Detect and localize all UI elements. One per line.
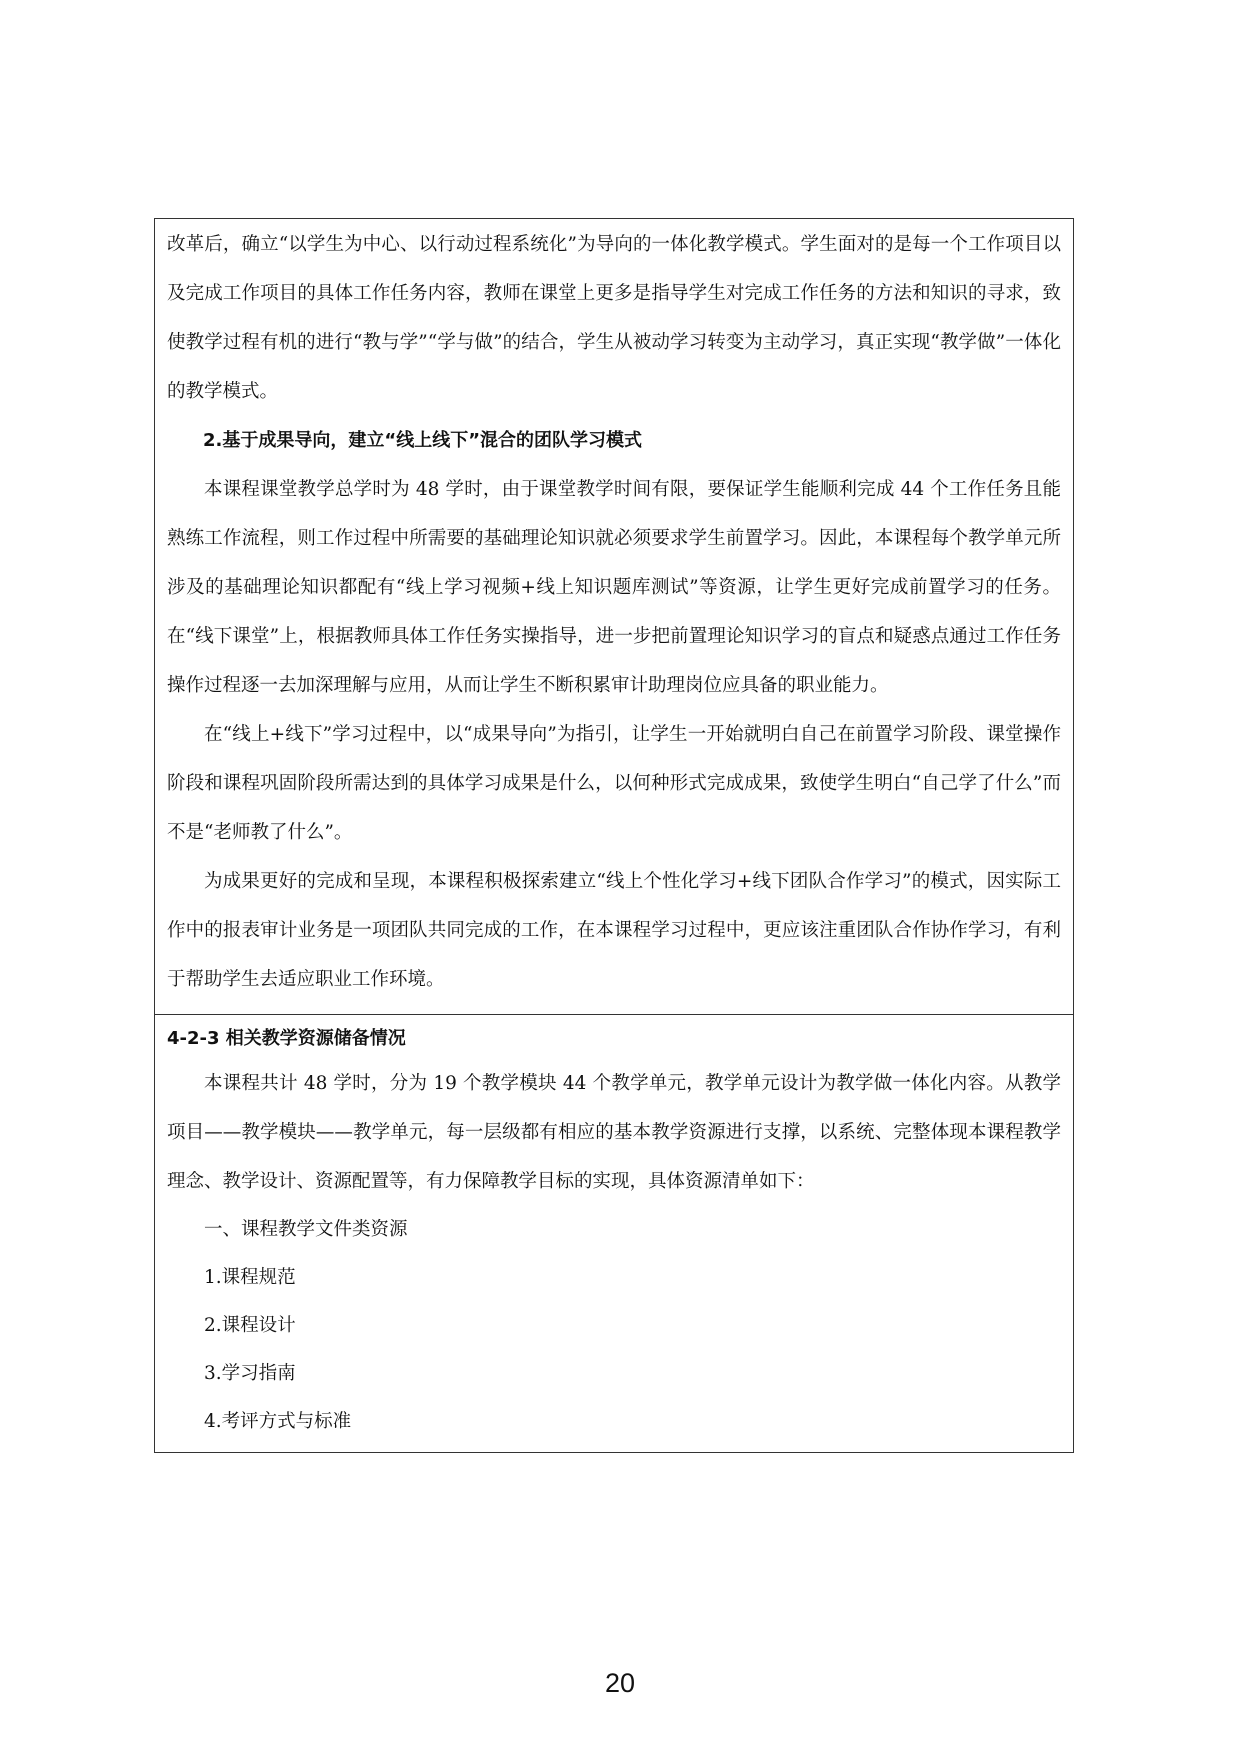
list-item: 3.学习指南 (204, 1363, 296, 1384)
section-title: 4-2-3 相关教学资源储备情况 (167, 1028, 406, 1049)
list-item: 1.课程规范 (204, 1267, 296, 1288)
page-number: 20 (604, 1668, 636, 1698)
list-item: 2.课程设计 (204, 1315, 296, 1336)
resources-cell (155, 1014, 1073, 1452)
body-paragraph: 为成果更好的完成和呈现，本课程积极探索建立“线上个性化学习+线下团队合作学习”的模式，因实际工作中的报表审计业务是一项团队共同完成的工作，在本课程学习过程中，更应该注重团队合作协作学习，有利于帮助学生去适应职业工作环境。 (167, 871, 1061, 990)
body-paragraph: 改革后，确立“以学生为中心、以行动过程系统化”为导向的一体化教学模式。学生面对的是每一个工作项目以及完成工作项目的具体工作任务内容，教师在课堂上更多是指导学生对完成工作任务的方法和知识的寻求，致使教学过程有机的进行“教与学”“学与做”的结合，学生从被动学习转变为主动学习，真正实现“教学做”一体化的教学模式。 (167, 234, 1061, 402)
body-paragraph: 在“线上+线下”学习过程中，以“成果导向”为指引，让学生一开始就明白自己在前置学习阶段、课堂操作阶段和课程巩固阶段所需达到的具体学习成果是什么，以何种形式完成成果，致使学生明白“自己学了什么”而不是“老师教了什么”。 (167, 724, 1061, 843)
content-table (154, 218, 1074, 1453)
body-paragraph: 本课程共计 48 学时，分为 19 个教学模块 44 个教学单元，教学单元设计为教学做一体化内容。从教学项目——教学模块——教学单元，每一层级都有相应的基本教学资源进行支撑，以系统、完整体现本课程教学理念、教学设计、资源配置等，有力保障教学目标的实现，具体资源清单如下： (167, 1073, 1061, 1192)
list-item: 4.考评方式与标准 (204, 1411, 352, 1432)
subsection-heading: 2.基于成果导向，建立“线上线下”混合的团队学习模式 (203, 430, 643, 451)
teaching-mode-cell (155, 219, 1073, 1014)
body-paragraph: 本课程课堂教学总学时为 48 学时，由于课堂教学时间有限，要保证学生能顺利完成 44 个工作任务且能熟练工作流程，则工作过程中所需要的基础理论知识就必须要求学生前置学习。因此，本课程每个教学单元所涉及的基础理论知识都配有“线上学习视频+线上知识题库测试”等资源，让学生更好完成前置学习的任务。在“线下课堂”上，根据教师具体工作任务实操指导，进一步把前置理论知识学习的盲点和疑惑点通过工作任务操作过程逐一去加深理解与应用，从而让学生不断积累审计助理岗位应具备的职业能力。 (167, 479, 1061, 696)
resource-category-heading: 一、课程教学文件类资源 (204, 1219, 408, 1240)
